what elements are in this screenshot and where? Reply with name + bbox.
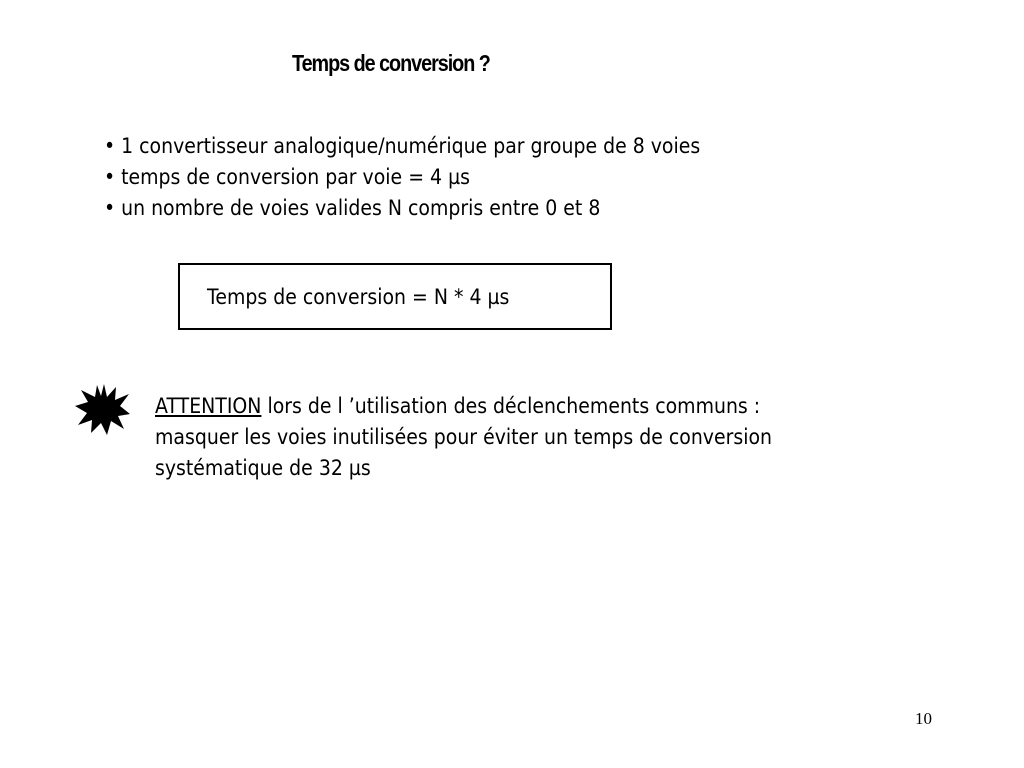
formula-box	[178, 263, 612, 330]
bullet-text: temps de conversion par voie = 4 µs	[121, 165, 470, 189]
attention-keyword: ATTENTION	[155, 394, 262, 418]
bullet-item	[104, 193, 700, 224]
warning-line-1-rest: lors de l ’utilisation des déclenchements communs :	[261, 394, 761, 418]
formula-text: Temps de conversion = N * 4 µs	[207, 285, 510, 309]
page-number: 10	[915, 709, 932, 728]
bullet-text: un nombre de voies valides N compris entre 0 et 8	[121, 196, 601, 220]
slide-title: Temps de conversion ?	[292, 50, 490, 76]
bullet-text: 1 convertisseur analogique/numérique par groupe de 8 voies	[121, 134, 701, 158]
burst-icon	[74, 383, 130, 435]
bullet-item	[104, 162, 700, 193]
bullet-mark: •	[104, 165, 116, 189]
warning-line-2: masquer les voies inutilisées pour éviter un temps de conversion	[155, 425, 773, 449]
bullet-mark: •	[104, 134, 116, 158]
warning-line-1	[155, 391, 772, 422]
warning-text	[155, 391, 772, 484]
bullet-mark: •	[104, 196, 116, 220]
warning-line-3: systématique de 32 µs	[155, 456, 371, 480]
bullet-item	[104, 131, 700, 162]
bullet-list	[104, 131, 700, 224]
